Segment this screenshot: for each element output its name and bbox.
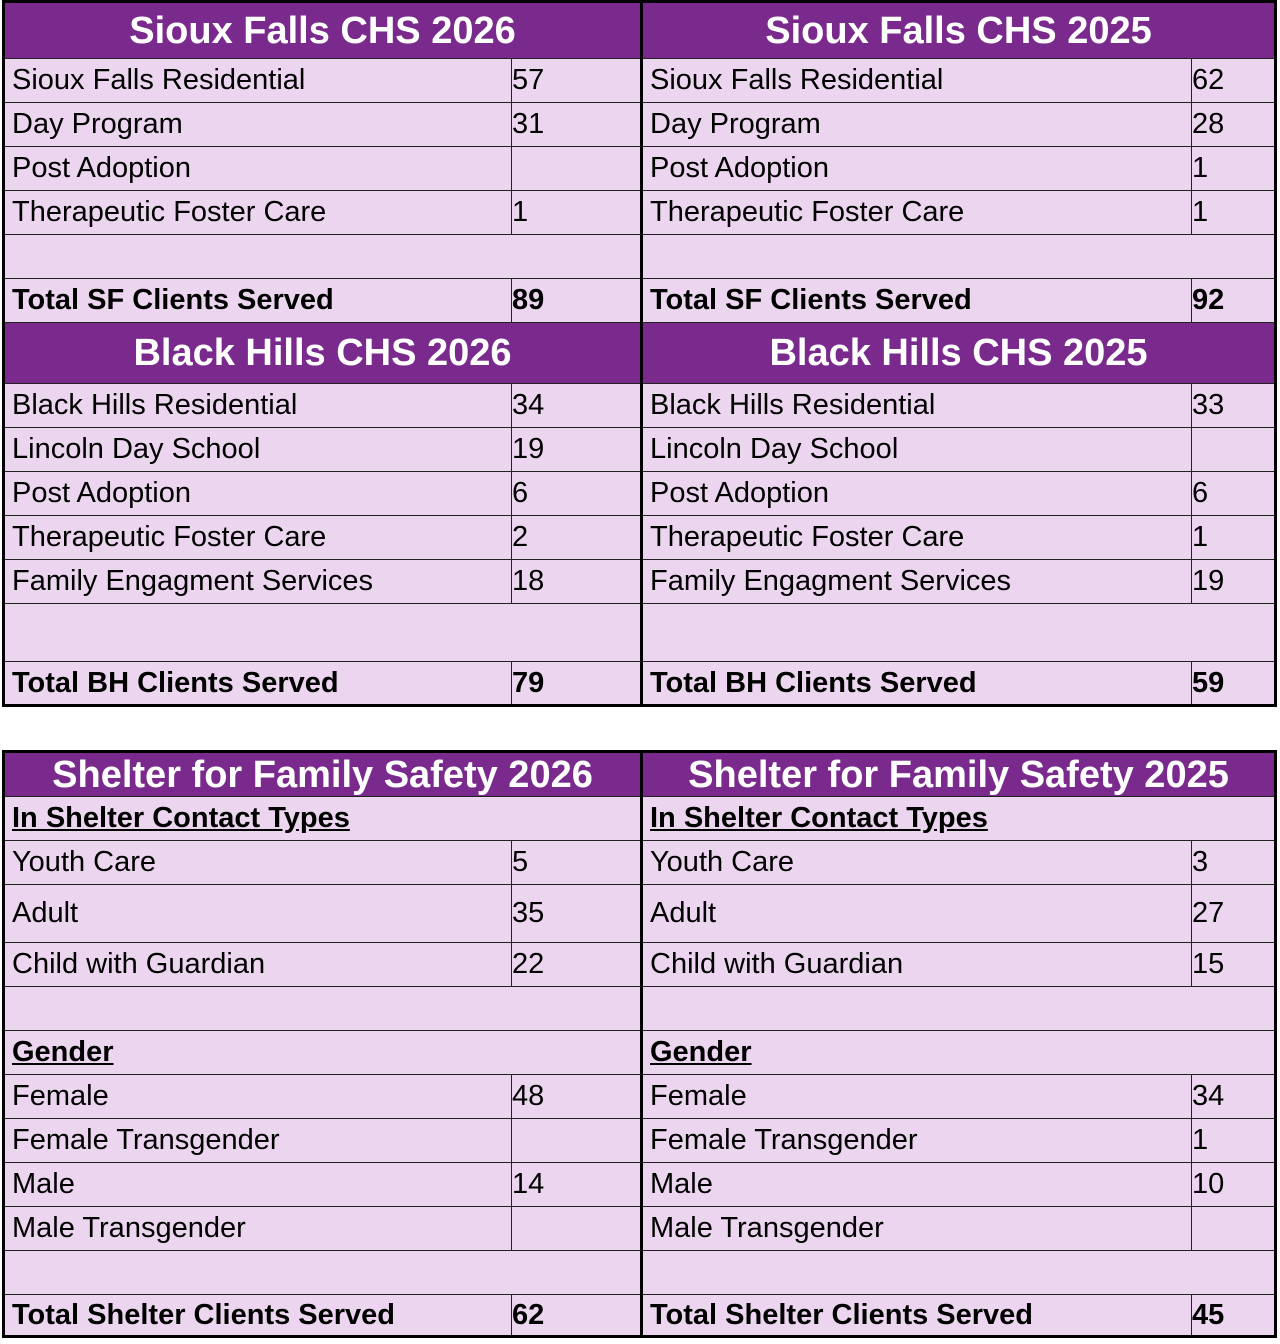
blank-cell	[4, 604, 642, 662]
row-value: 6	[512, 472, 642, 516]
table-row	[4, 103, 1276, 147]
row-label: Post Adoption	[642, 147, 1192, 191]
total-label: Total Shelter Clients Served	[4, 1295, 512, 1337]
gender-heading: Gender	[4, 1031, 642, 1075]
total-value: 45	[1192, 1295, 1276, 1337]
row-value	[512, 1119, 642, 1163]
bh-2026-title: Black Hills CHS 2026	[4, 323, 642, 384]
row-value: 19	[1192, 560, 1276, 604]
table-row	[4, 1163, 1276, 1207]
blank-row	[4, 987, 1276, 1031]
row-label: Child with Guardian	[4, 943, 512, 987]
table-row	[4, 841, 1276, 885]
blank-cell	[4, 1251, 642, 1295]
row-value: 1	[1192, 147, 1276, 191]
row-value: 1	[1192, 1119, 1276, 1163]
total-value: 89	[512, 279, 642, 323]
table-row	[4, 191, 1276, 235]
shelter-clients-table	[2, 750, 1277, 1338]
row-value: 10	[1192, 1163, 1276, 1207]
table-row	[4, 59, 1276, 103]
row-label: Post Adoption	[4, 472, 512, 516]
table-row	[4, 943, 1276, 987]
shelter-2026-title: Shelter for Family Safety 2026	[4, 752, 642, 797]
row-label: Female	[642, 1075, 1192, 1119]
row-label: Male	[642, 1163, 1192, 1207]
row-value: 1	[1192, 191, 1276, 235]
row-value	[512, 147, 642, 191]
row-value: 34	[1192, 1075, 1276, 1119]
total-label: Total BH Clients Served	[4, 662, 512, 706]
row-value: 15	[1192, 943, 1276, 987]
total-label: Total SF Clients Served	[642, 279, 1192, 323]
row-value	[512, 1207, 642, 1251]
row-label: Day Program	[4, 103, 512, 147]
gender-heading: Gender	[642, 1031, 1276, 1075]
row-value: 2	[512, 516, 642, 560]
row-label: Lincoln Day School	[642, 428, 1192, 472]
blank-cell	[642, 1251, 1276, 1295]
row-label: Therapeutic Foster Care	[642, 191, 1192, 235]
blank-cell	[642, 987, 1276, 1031]
total-value: 59	[1192, 662, 1276, 706]
total-label: Total Shelter Clients Served	[642, 1295, 1192, 1337]
row-label: Post Adoption	[642, 472, 1192, 516]
table-row	[4, 1207, 1276, 1251]
chs-clients-table	[2, 0, 1277, 707]
row-label: Sioux Falls Residential	[642, 59, 1192, 103]
table-row	[4, 147, 1276, 191]
row-label: Therapeutic Foster Care	[4, 516, 512, 560]
row-label: Family Engagment Services	[642, 560, 1192, 604]
total-value: 92	[1192, 279, 1276, 323]
row-label: Day Program	[642, 103, 1192, 147]
table-row	[4, 885, 1276, 943]
contact-types-heading: In Shelter Contact Types	[642, 797, 1276, 841]
row-value	[1192, 428, 1276, 472]
row-label: Youth Care	[642, 841, 1192, 885]
row-label: Therapeutic Foster Care	[642, 516, 1192, 560]
row-value: 19	[512, 428, 642, 472]
row-value: 1	[512, 191, 642, 235]
table-row	[4, 1075, 1276, 1119]
row-label: Male Transgender	[642, 1207, 1192, 1251]
total-row	[4, 279, 1276, 323]
bh-2025-title: Black Hills CHS 2025	[642, 323, 1276, 384]
row-label: Youth Care	[4, 841, 512, 885]
row-label: Child with Guardian	[642, 943, 1192, 987]
row-value: 34	[512, 384, 642, 428]
blank-row	[4, 235, 1276, 279]
table-row	[4, 428, 1276, 472]
row-label: Adult	[4, 885, 512, 943]
row-label: Black Hills Residential	[4, 384, 512, 428]
row-value: 14	[512, 1163, 642, 1207]
row-label: Male	[4, 1163, 512, 1207]
table-row	[4, 560, 1276, 604]
row-value: 18	[512, 560, 642, 604]
row-value: 28	[1192, 103, 1276, 147]
row-label: Male Transgender	[4, 1207, 512, 1251]
blank-row	[4, 1251, 1276, 1295]
row-value: 27	[1192, 885, 1276, 943]
section-row	[4, 1031, 1276, 1075]
row-value: 31	[512, 103, 642, 147]
blank-cell	[642, 235, 1276, 279]
row-value: 33	[1192, 384, 1276, 428]
row-label: Family Engagment Services	[4, 560, 512, 604]
row-value: 35	[512, 885, 642, 943]
row-label: Post Adoption	[4, 147, 512, 191]
section-row	[4, 797, 1276, 841]
table-row	[4, 1119, 1276, 1163]
row-label: Therapeutic Foster Care	[4, 191, 512, 235]
blank-cell	[4, 235, 642, 279]
sf-2025-title: Sioux Falls CHS 2025	[642, 2, 1276, 59]
row-label: Sioux Falls Residential	[4, 59, 512, 103]
row-label: Adult	[642, 885, 1192, 943]
total-value: 62	[512, 1295, 642, 1337]
total-row	[4, 662, 1276, 706]
row-value: 62	[1192, 59, 1276, 103]
table-row	[4, 516, 1276, 560]
row-value	[1192, 1207, 1276, 1251]
row-value: 1	[1192, 516, 1276, 560]
total-label: Total BH Clients Served	[642, 662, 1192, 706]
blank-cell	[4, 987, 642, 1031]
table-row	[4, 472, 1276, 516]
total-label: Total SF Clients Served	[4, 279, 512, 323]
blank-cell	[642, 604, 1276, 662]
total-value: 79	[512, 662, 642, 706]
row-label: Lincoln Day School	[4, 428, 512, 472]
blank-row	[4, 604, 1276, 662]
row-label: Black Hills Residential	[642, 384, 1192, 428]
row-label: Female Transgender	[642, 1119, 1192, 1163]
contact-types-heading: In Shelter Contact Types	[4, 797, 642, 841]
row-label: Female Transgender	[4, 1119, 512, 1163]
shelter-2025-title: Shelter for Family Safety 2025	[642, 752, 1276, 797]
total-row	[4, 1295, 1276, 1337]
row-value: 57	[512, 59, 642, 103]
sf-2026-title: Sioux Falls CHS 2026	[4, 2, 642, 59]
row-value: 22	[512, 943, 642, 987]
row-value: 6	[1192, 472, 1276, 516]
row-value: 48	[512, 1075, 642, 1119]
row-value: 5	[512, 841, 642, 885]
row-label: Female	[4, 1075, 512, 1119]
table-row	[4, 384, 1276, 428]
row-value: 3	[1192, 841, 1276, 885]
